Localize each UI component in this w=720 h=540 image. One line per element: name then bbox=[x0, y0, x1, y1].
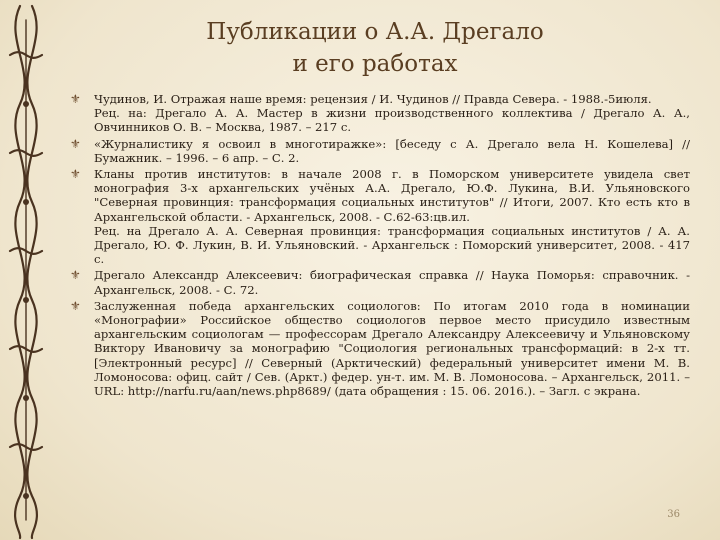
page-title bbox=[130, 16, 620, 80]
fleur-icon: ⚜ bbox=[70, 268, 81, 283]
item-text: Кланы против институтов: в начале 2008 г. в Поморском университете увидела свет монография 3-х архангельских учёных А.А. Дрегало, Ю.Ф. Лукина, В.И. Ульяновского "Северная провинция: трансформация социальных институтов" // Итоги, 2007. Кто есть кто в Архангельской области. - Архангельск, 2008. - С.62-63:цв.ил. bbox=[94, 167, 690, 224]
list-item bbox=[70, 268, 690, 296]
title-line-1: Публикации о А.А. Дрегало bbox=[206, 19, 544, 45]
item-text: Дрегало Александр Алексеевич: биографическая справка // Наука Поморья: справочник. - Архангельск, 2008. - С. 72. bbox=[94, 268, 690, 297]
list-item bbox=[70, 299, 690, 398]
list-item bbox=[70, 137, 690, 165]
item-text: Чудинов, И. Отражая наше время: рецензия / И. Чудинов // Правда Севера. - 1988.-5июля. bbox=[94, 92, 652, 106]
fleur-icon: ⚜ bbox=[70, 167, 81, 182]
page-number: 36 bbox=[667, 509, 680, 520]
item-text: Рец. на: Дрегало А. А. Мастер в жизни производственного коллектива / Дрегало А. А., Овчинников О. В. – Москва, 1987. – 217 с. bbox=[94, 106, 690, 135]
publication-list bbox=[70, 92, 690, 400]
fleur-icon: ⚜ bbox=[70, 136, 81, 151]
item-text: Рец. на Дрегало А. А. Северная провинция: трансформация социальных институтов / А. А. Дрегало, Ю. Ф. Лукин, В. И. Ульяновский. - Архангельск : Поморский университет, 2008. - 417 с. bbox=[94, 223, 690, 267]
list-item bbox=[70, 167, 690, 266]
title-line-2: и его работах bbox=[292, 51, 458, 77]
fleur-icon: ⚜ bbox=[70, 298, 81, 313]
fleur-icon: ⚜ bbox=[70, 92, 81, 106]
ornament-border-icon bbox=[0, 0, 62, 540]
item-text: «Журналистику я освоил в многотиражке»: [беседу с А. Дрегало вела Н. Кошелева] // Бумажник. – 1996. – 6 апр. – С. 2. bbox=[94, 136, 690, 165]
item-text: Заслуженная победа архангельских социологов: По итогам 2010 года в номинации «Монографии» Российское общество социологов первое место присудило известным архангельским социологам — профессорам Дрегало Александру Алексеевичу и Ульяновскому Виктору Ивановичу за монографию "Социология региональных трансформаций: в 2-х тт. [Электронный ресурс] // Северный (Арктический) федеральный университет имени М. В. Ломоносова: офиц. сайт / Сев. (Аркт.) федер. ун-т. им. М. В. Ломоносова. – Архангельск, 2011. – URL: http://narfu.ru/aan/news.php8689/ (дата обращения : 15. 06. 2016.). – Загл. с экрана. bbox=[94, 298, 690, 399]
list-item bbox=[70, 92, 690, 135]
